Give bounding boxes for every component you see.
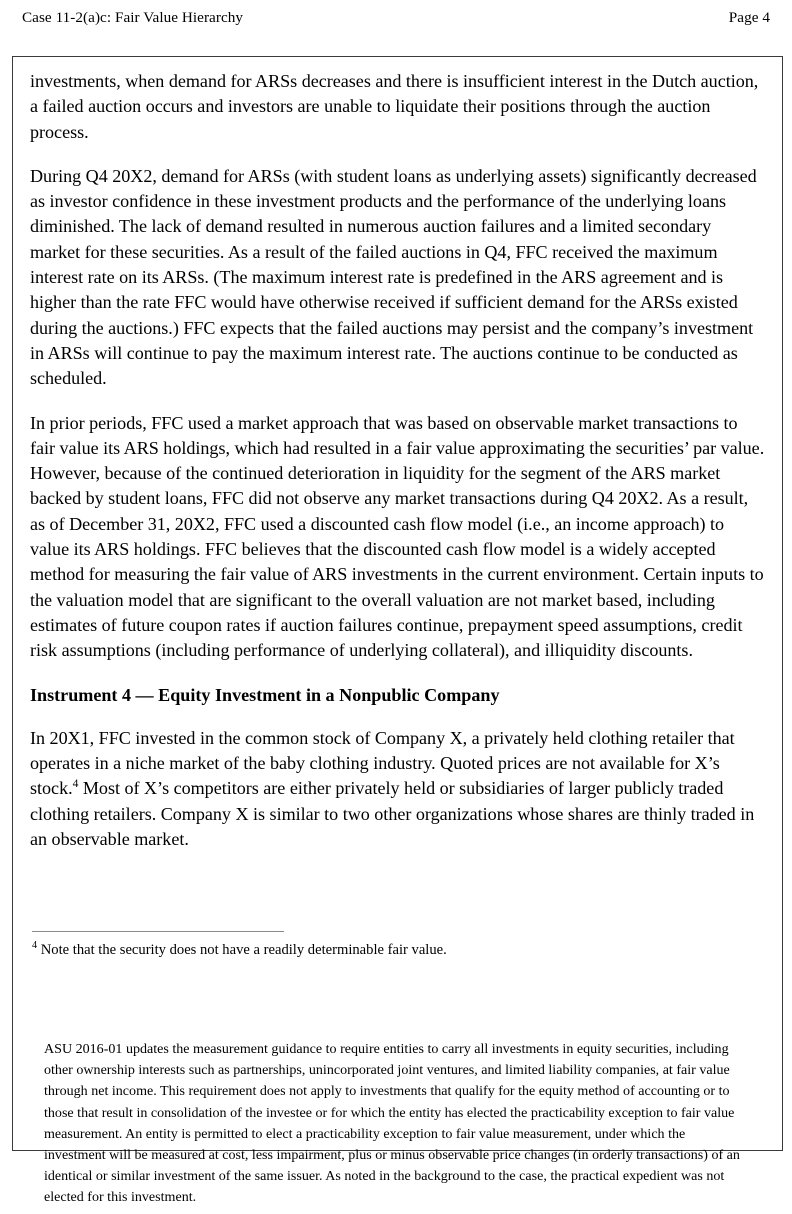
header-case-title: Case 11-2(a)c: Fair Value Hierarchy bbox=[22, 9, 244, 26]
footnote-reference-4[interactable]: 4 bbox=[72, 778, 79, 791]
content-frame bbox=[12, 56, 783, 1206]
asu-note-block bbox=[44, 1039, 746, 1209]
paragraph-ars-failed-auction: investments, when demand for ARSs decreases and there is insufficient interest in the Dutch auction, a failed auction occurs and investors are unable to liquidate their positions through the auction process. bbox=[30, 71, 759, 142]
footnote-separator-rule bbox=[32, 931, 284, 932]
paragraph-valuation-approach: In prior periods, FFC used a market approach that was based on observable market transactions to fair value its ARS holdings, which had resulted in a fair value approximating the securities’ par value. However, because of the continued deterioration in liquidity for the segment of the ARS market backed by student loans, FFC did not observe any market transactions during Q4 20X2. As a result, as of December 31, 20X2, FFC used a discounted cash flow model (i.e., an income approach) to value its ARS holdings. FFC believes that the discounted cash flow model is a widely accepted method for measuring the fair value of ARS investments in the current environment. Certain inputs to the valuation model that are significant to the overall valuation are not market based, including estimates of future coupon rates if auction failures continue, prepayment speed assumptions, credit risk assumptions (including performance of underlying collateral), and illiquidity discounts. bbox=[30, 412, 765, 661]
asu-note-text: ASU 2016-01 updates the measurement guidance to require entities to carry all investments in equity securities, including other ownership interests such as partnerships, unincorporated joint ventures, and limited liability companies, at fair value through net income. This requirement does not apply to investments that qualify for the equity method of accounting or to those that result in consolidation of the investee or for which the entity has elected the practicability exception to fair value measurement. An entity is permitted to elect a practicability exception to fair value measurement, under which the investment will be measured at cost, less impairment, plus or minus observable price changes (in orderly transactions) of an identical or similar investment of the same issuer. As noted in the background to the case, the practical expedient was not elected for this investment. bbox=[44, 1041, 740, 1206]
footnote-body: Note that the security does not have a readily determinable fair value. bbox=[37, 942, 447, 958]
footnote-area bbox=[30, 931, 765, 960]
page-header bbox=[22, 8, 770, 30]
paragraph-instrument-4-description bbox=[30, 726, 765, 852]
header-page-number: Page 4 bbox=[728, 9, 770, 26]
instrument4-text-part1: In 20X1, FFC invested in the common stock of Company X, a privately held clothing retailer that operates in a niche market of the baby clothing industry. Quoted prices are not available for X’s stock. bbox=[30, 727, 735, 799]
heading-instrument-4: Instrument 4 — Equity Investment in a Nonpublic Company bbox=[30, 684, 500, 705]
instrument4-text-part2: Most of X’s competitors are either privately held or subsidiaries of larger publicly traded clothing retailers. Company X is similar to two other organizations whose shares are thinly traded in an observable market. bbox=[30, 778, 755, 850]
footnote-4 bbox=[30, 941, 765, 960]
paragraph-q4-demand-decrease: During Q4 20X2, demand for ARSs (with student loans as underlying assets) significantly decreased as investor confidence in these investment products and the performance of the underlying loans diminished. The lack of demand resulted in numerous auction failures and a limited secondary market for these securities. As a result of the failed auctions in Q4, FFC received the maximum interest rate on its ARSs. (The maximum interest rate is predefined in the ARS agreement and is higher than the rate FFC would have otherwise received if sufficient demand for the ARSs existed during the auctions.) FFC expects that the failed auctions may persist and the company’s investment in ARSs will continue to pay the maximum interest rate. The auctions continue to be conducted as scheduled. bbox=[30, 165, 757, 389]
footnote-number: 4 bbox=[32, 940, 38, 952]
